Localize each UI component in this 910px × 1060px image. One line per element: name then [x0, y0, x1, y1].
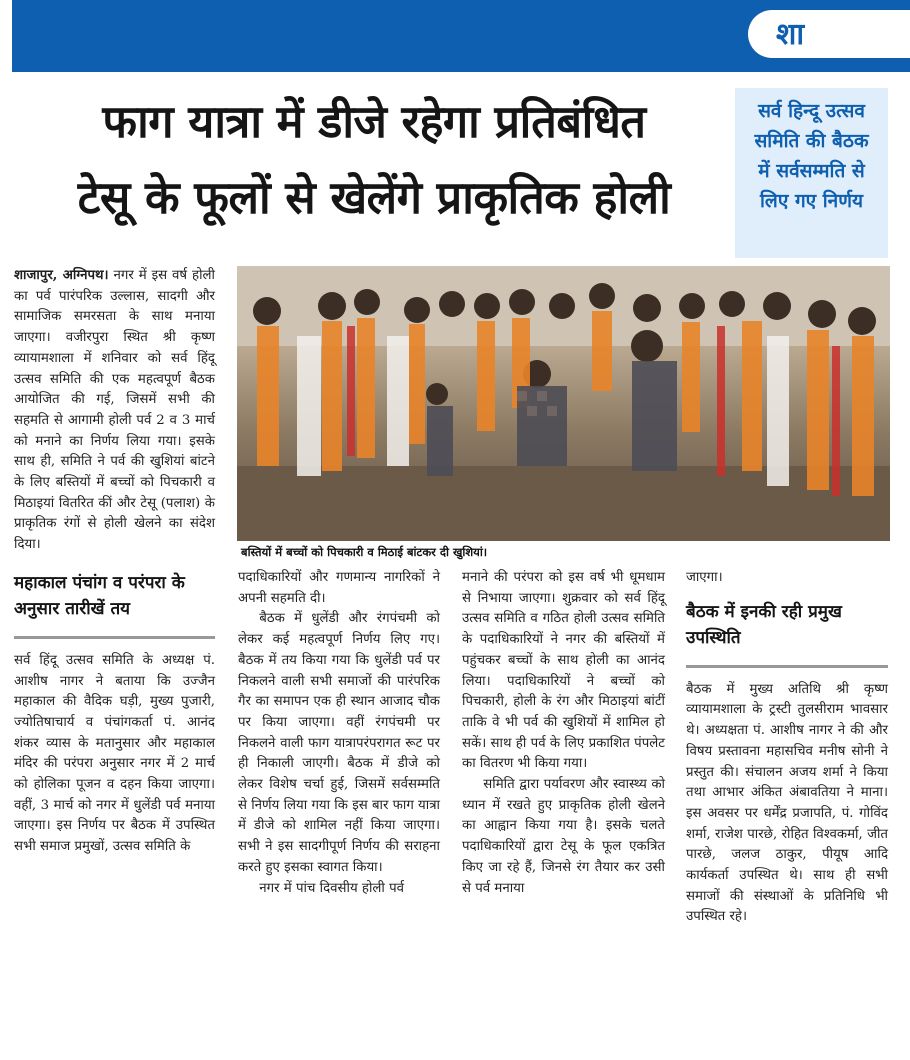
- paragraph: समिति द्वारा पर्यावरण और स्वास्थ्य को ध्यान में रखते हुए प्राकृतिक होली खेलने का आह्वान किया गया है। इसके चलते पदाधिकारियों द्वारा टेसू के फूल एकत्रित किए जा रहे हैं, जिनसे रंग तैयार कर उसी से पर्व मनाया: [462, 777, 665, 896]
- photo-caption: बस्तियों में बच्चों को पिचकारी व मिठाई बांटकर दी खुशियां।: [241, 545, 488, 559]
- highlight-line-1: सर्व हिन्दू उत्सव: [758, 100, 865, 122]
- dateline: शाजापुर, अग्निपथ।: [14, 268, 109, 283]
- article-column-4: [686, 568, 888, 928]
- highlight-line-3: में सर्वसम्मति से: [758, 160, 865, 182]
- article-column-3: [462, 568, 665, 899]
- paragraph: बैठक में मुख्य अतिथि श्री कृष्ण व्यायामशाला के ट्रस्टी तुलसीराम भावसार थे। अध्यक्षता पं. आशीष नागर ने की और विषय प्रस्तावना महासचिव मनीष सोनी ने प्रस्तुत की। संचालन अजय शर्मा ने किया तथा आभार अंकित अंबावतिया ने माना। इस अवसर पर धर्मेंद्र प्रजापति, पं. गोविंद शर्मा, राजेश पारछे, रोहित विश्वकर्मा, जीत पारछे, जलज ठाकुर, पीयूष आदि कार्यकर्ता उपस्थित थे। साथ ही सभी समाजों की संस्थाओं के प्रतिनिधि भी उपस्थित रहे।: [686, 681, 888, 925]
- section-label: शा: [746, 8, 910, 60]
- paragraph: मनाने की परंपरा को इस वर्ष भी धूमधाम से निभाया जाएगा। शुक्रवार को सर्व हिंदू उत्सव समिति व गठित होली उत्सव समिति के पदाधिकारियों ने नगर की बस्तियों में पहुंचकर बच्चों के साथ होली का आनंद लिया। पदाधिकारियों ने बच्चों को पिचकारी, होली के रंग और मिठाइयां बांटीं ताकि वे भी पर्व की खुशियों में शामिल हो सकें। साथ ही पर्व के लिए प्रकाशित पंपलेट का वितरण भी किया गया।: [462, 570, 665, 772]
- subhead-dates: महाकाल पंचांग व परंपरा के अनुसार तारीखें तय: [14, 572, 185, 619]
- highlight-line-2: समिति की बैठक: [754, 130, 869, 152]
- paragraph: नगर में पांच दिवसीय होली पर्व: [259, 880, 405, 896]
- paragraph: जाएगा।: [686, 570, 723, 585]
- subhead-attendance: बैठक में इनकी रही प्रमुख उपस्थिति: [686, 601, 842, 648]
- photo-illustration: [237, 266, 890, 541]
- section-rule: [14, 636, 215, 639]
- headline-line-1: फाग यात्रा में डीजे रहेगा प्रतिबंधित: [102, 95, 646, 148]
- article-column-2: [238, 568, 440, 899]
- paragraph: पदाधिकारियों और गणमान्य नागरिकों ने अपनी सहमति दी।: [238, 570, 440, 606]
- section-rule: [686, 665, 888, 668]
- headline-line-2: टेसू के फूलों से खेलेंगे प्राकृतिक होली: [77, 171, 671, 224]
- highlight-box: [735, 88, 888, 258]
- intro-paragraph: नगर में इस वर्ष होली का पर्व पारंपरिक उल्लास, सादगी और सामाजिक समरसता के साथ मनाया जाएगा। वजीरपुरा स्थित श्री कृष्ण व्यायामशाला में शनिवार को सर्व हिंदू उत्सव समिति की एक महत्वपूर्ण बैठक आयोजित की गई, जिसमें सभी की सहमति से आगामी होली पर्व 2 व 3 मार्च को मनाने का निर्णय लिया गया। इसके साथ ही, समिति ने पर्व की खुशियां बांटने के लिए बस्तियों में बच्चों को पिचकारी व मिठाइयां वितरित कीं और टेसू (पलाश) के प्राकृतिक रंगों से होली खेलने का संदेश दिया।: [14, 268, 216, 553]
- news-photo: [237, 266, 890, 541]
- paragraph: बैठक में धुलेंडी और रंगपंचमी को लेकर कई महत्वपूर्ण निर्णय लिए गए। बैठक में तय किया गया कि धुलेंडी पर्व पर निकलने वाली सभी समाजों की पारंपरिक गैर का समापन एक ही स्थान आजाद चौक पर किया जाएगा। वहीं रंगपंचमी पर निकलने वाली फाग यात्रापरंपरागत रूट पर ही निकाली जाएगी। बैठक में डीजे को लेकर विशेष चर्चा हुई, जिसमें सर्वसम्मति से निर्णय लिया गया कि इस बार फाग यात्रा में डीजे को शामिल नहीं किया जाएगा। सभी ने इस सादगीपूर्ण निर्णय की सराहना करते हुए इसका स्वागत किया।: [238, 611, 440, 875]
- article-column-1: [14, 266, 215, 858]
- paragraph: सर्व हिंदू उत्सव समिति के अध्यक्ष पं. आशीष नागर ने बताया कि उज्जैन महाकाल की वैदिक घड़ी, मुख्य पुजारी, ज्योतिषाचार्य व पंचांगकर्ता पं. आनंद शंकर व्यास के मतानुसार और महाकाल मंदिर की परंपरा अनुसार नगर में 2 मार्च को होलिका पूजन व दहन किया जाएगा। वहीं, 3 मार्च को नगर में धुलेंडी पर्व मनाया जाएगा। इस निर्णय पर बैठक में उपस्थित सभी समाज प्रमुखों, उत्सव समिति के: [14, 652, 215, 855]
- highlight-line-4: लिए गए निर्णय: [760, 190, 863, 212]
